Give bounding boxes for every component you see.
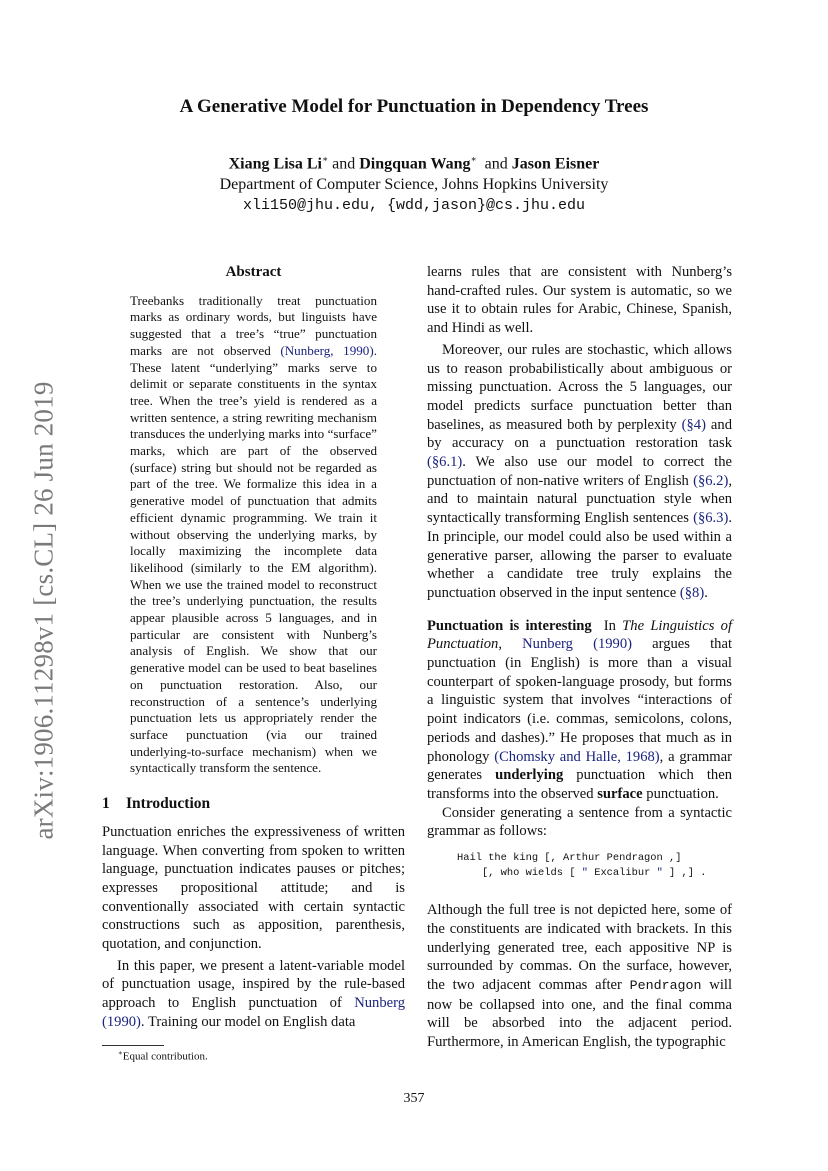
text-span: punctuation which then transforms into the observed: [427, 767, 732, 802]
text-span: . We also use our model to correct the punctuation of non-native writers of English: [427, 454, 732, 489]
intro-p2-part-a: In this paper, we present a latent-variable model of punctuation usage, inspired by the rule-based approach to English punctuation of: [102, 957, 405, 1012]
abstract-part-b: . These latent “underlying” marks serve to delimit or separate constituents in the syntax tree. When the tree’s yield is rendered as a written sentence, a string rewriting mechanism transduces the underlying marks into “surface” marks, which are part of the observed (surface) string but should not be regarded as part of the tree. We formalize this idea in a generative model of punctuation that admits efficient dynamic programming. We train it without observing the underlying marks, by locally maximizing the incomplete data likelihood (similarly to the EM algorithm). When we use the trained model to reconstruct the tree’s underlying punctuation, the results appear plausible across 5 languages, and in particular are consistent with Nunberg’s analysis of English. We show that our generative model can be used to beat baselines on punctuation restoration. Also, our reconstruction of a sentence’s underlying punctuation lets us appropriately render the surface punctuation (via our trained underlying-to-surface mechanism) when we syntactically transform the sentence.: [130, 342, 377, 776]
inline-code: Pendragon: [629, 977, 702, 993]
text-span: Although the full tree is not depicted here, some of the constituents are indicated with brackets. In this underlying generated tree, each appositive NP is surrounded by commas. On the surface, however, the two adjacent commas after: [427, 902, 732, 993]
right-paragraph-3: [427, 617, 732, 804]
abstract-part-a: Treebanks traditionally treat punctuation marks as ordinary words, but linguists have suggested that a tree’s “true” punctuation marks are not observed: [130, 292, 377, 358]
affiliation: Department of Computer Science, Johns Hopkins University: [219, 176, 609, 194]
right-column: [427, 263, 732, 1052]
right-paragraph-1: learns rules that are consistent with Nunberg’s hand-crafted rules. Our system is automatic, so we use it to obtain rules for Arabic, Chinese, Spanish, and Hindi as well.: [427, 264, 732, 337]
author-and-2: and: [476, 155, 512, 173]
text-span: , a grammar generates: [427, 748, 732, 784]
section-ref-link[interactable]: (§6.3): [693, 510, 729, 527]
code-quote-close: ": [656, 867, 663, 880]
intro-paragraph-2: [102, 957, 405, 1032]
bold-term: surface: [597, 785, 643, 802]
author-and-1: and: [328, 155, 360, 173]
text-span: Moreover, our rules are stochastic, which allows us to reason probabilistically about ambiguous or missing punctuation. Across the 5 languages, our model predicts surface punctuation better than baselines, as measured both by perplexity: [427, 341, 732, 433]
arxiv-identifier: arXiv:1906.11298v1 [cs.CL] 26 Jun 2019: [28, 380, 59, 840]
right-paragraph-2: [427, 341, 732, 603]
text-span: . In principle, our model could also be used within a generative parser, allowing the parser to evaluate whether a candidate tree truly explains the punctuation observed in the input sentence: [427, 510, 732, 601]
text-span: argues that punctuation (in English) is more than a visual counterpart of spoken-language prosody, but forms a linguistic system that involves “interactions of point indicators (i.e. commas, semicolons, colons, periods and dashes).” He proposes that much as in phonology: [427, 636, 732, 765]
section-number: 1: [102, 795, 110, 813]
author-1: Xiang Lisa Li: [228, 155, 322, 173]
author-3: Jason Eisner: [511, 155, 600, 173]
text-span: ,: [498, 636, 523, 653]
section-ref-link[interactable]: (§8): [679, 584, 705, 601]
right-paragraph-5: [427, 901, 732, 1052]
footnote-text: Equal contribution.: [122, 1050, 208, 1063]
code-line-1: Hail the king [, Arthur Pendragon ,]: [457, 852, 682, 865]
citation-link[interactable]: Nunberg (1990): [102, 995, 405, 1030]
text-span: punctuation.: [642, 785, 719, 802]
paper-title: A Generative Model for Punctuation in Dependency Trees: [179, 96, 649, 117]
bold-term: underlying: [495, 767, 564, 784]
text-span: , and to maintain natural punctuation style when syntactically transforming English sentences: [427, 472, 732, 527]
text-span: and by accuracy on a punctuation restoration task: [427, 416, 732, 452]
author-1-mark: ∗: [321, 154, 329, 164]
author-names: [0, 149, 828, 174]
citation-link[interactable]: (Chomsky and Halle, 1968): [494, 748, 660, 765]
abstract-text: [130, 293, 377, 777]
right-paragraph-4: Consider generating a sentence from a syntactic grammar as follows:: [427, 804, 732, 840]
author-block: [0, 149, 828, 216]
footnote-rule: [102, 1045, 164, 1046]
text-span: will now be collapsed into one, and the final comma will be absorbed into the adjacent period. Furthermore, in American English, the typographic: [427, 976, 732, 1051]
citation-link[interactable]: (Nunberg, 1990): [280, 342, 374, 358]
text-span: .: [704, 584, 708, 601]
abstract-heading: Abstract: [225, 264, 282, 280]
footnote-mark: ∗: [118, 1049, 123, 1057]
code-example: [457, 851, 732, 881]
book-title: The Linguistics of Punctuation: [427, 617, 733, 653]
author-2: Dingquan Wang: [359, 155, 471, 173]
arxiv-sidebar: [22, 370, 66, 850]
code-line-2-a: [, who wields [: [457, 867, 582, 880]
section-heading-introduction: [102, 795, 405, 814]
author-2-mark: ∗: [470, 154, 477, 164]
code-quote-open: ": [581, 867, 588, 880]
page-number: 357: [403, 1091, 425, 1106]
section-ref-link[interactable]: (§4): [681, 416, 706, 433]
intro-paragraph-1: Punctuation enriches the expressiveness of written language. When converting from spoken to written language, punctuation indicates pauses or pitches; expresses propositional attitude; and is conventionally associated with certain syntactic constructions such as apposition, parenthesis, quotation, and conjunction.: [102, 823, 405, 953]
section-title: Introduction: [126, 795, 211, 813]
code-line-2-c: ] ,] .: [662, 867, 707, 880]
intro-p2-part-b: . Training our model on English data: [140, 1013, 356, 1030]
text-span: In: [603, 617, 623, 634]
footnote: [118, 1049, 208, 1063]
paragraph-heading: Punctuation is interesting: [427, 617, 592, 634]
author-emails: xli150@jhu.edu, {wdd,jason}@cs.jhu.edu: [242, 197, 586, 215]
section-ref-link[interactable]: (§6.1): [427, 454, 463, 471]
left-column: [102, 263, 405, 1032]
citation-link[interactable]: Nunberg (1990): [522, 636, 632, 653]
section-ref-link[interactable]: (§6.2): [693, 472, 729, 489]
code-line-2-b: Excalibur: [587, 867, 657, 880]
